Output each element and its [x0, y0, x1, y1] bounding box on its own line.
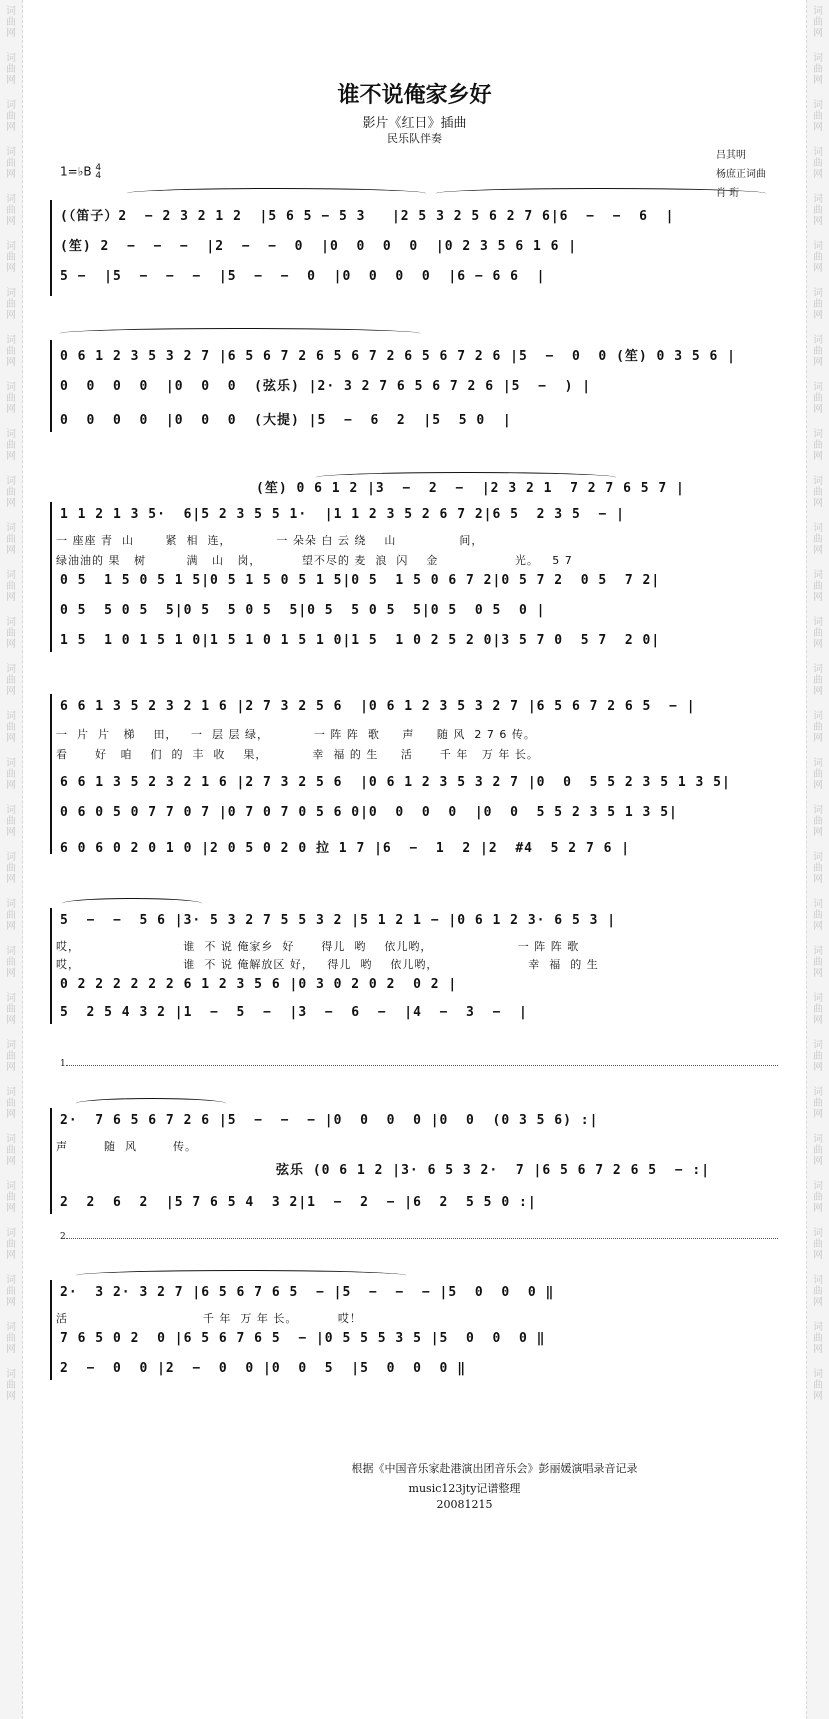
- staff-accomp-2: 0 6 0 5 0 7 7 0 7 |0 7 0 7 0 5 6 0|0 0 0 0 |0 0 5 5 2 3 5 1 3 5|: [60, 805, 678, 820]
- watermark-text: 词 曲 网: [813, 1369, 823, 1402]
- watermark-text: 词 曲 网: [813, 617, 823, 650]
- key-label: 1=♭B: [60, 164, 92, 179]
- time-signature: [95, 164, 101, 180]
- lyrics-verse-1: 一 片 片 梯 田， 一 层 层 绿， 一 阵 阵 歌 声 随 风 2 7 6 传。: [56, 728, 536, 741]
- system-bracket: [50, 1108, 52, 1214]
- staff-melody: 2· 3 2· 3 2 7 |6 5 6 7 6 5 − |5 − − − |5 0 0 0 ‖: [60, 1285, 555, 1300]
- watermark-text: 词 曲 网: [813, 241, 823, 274]
- watermark-text: 词 曲 网: [6, 993, 16, 1026]
- watermark-text: 词 曲 网: [6, 617, 16, 650]
- watermark-text: 词 曲 网: [813, 194, 823, 227]
- staff-accomp-1: 6 6 1 3 5 2 3 2 1 6 |2 7 3 2 5 6 |0 6 1 2 3 5 3 2 7 |0 0 5 5 2 3 5 1 3 5|: [60, 775, 731, 790]
- slur: [436, 188, 766, 199]
- system-bracket: [50, 340, 52, 432]
- watermark-text: 词 曲 网: [813, 335, 823, 368]
- watermark-text: 词 曲 网: [6, 53, 16, 86]
- watermark-text: 词 曲 网: [6, 335, 16, 368]
- watermark-text: 词 曲 网: [6, 523, 16, 556]
- staff-bass: 2 2 6 2 |5 7 6 5 4 3 2|1 − 2 − |6 2 5 5 0 :|: [60, 1195, 537, 1210]
- staff-melody: 6 6 1 3 5 2 3 2 1 6 |2 7 3 2 5 6 |0 6 1 2 3 5 3 2 7 |6 5 6 7 2 6 5 − |: [60, 699, 696, 714]
- lyrics-verse-1: 一 座座 青 山 紧 相 连， 一 朵朵 白 云 绕 山 间，: [56, 534, 484, 547]
- watermark-text: 词 曲 网: [813, 1134, 823, 1167]
- watermark-text: 词 曲 网: [813, 946, 823, 979]
- staff-melody: (（笛子）2 − 2 3 2 1 2 |5 6 5 − 5 3 |2 5 3 2 5 6 2 7 6|6 − − 6 |: [60, 209, 675, 224]
- ending-divider-1: 1: [66, 1065, 778, 1066]
- staff-intro: (笙) 0 6 1 2 |3 − 2 − |2 3 2 1 7 2 7 6 5 7 |: [256, 481, 685, 496]
- staff-accomp-2: 0 5 5 0 5 5|0 5 5 0 5 5|0 5 5 0 5 5|0 5 0 5 0 |: [60, 603, 546, 618]
- watermark-text: 词 曲 网: [813, 993, 823, 1026]
- slur: [76, 1098, 226, 1109]
- watermark-text: 词 曲 网: [813, 664, 823, 697]
- staff-strings: 0 0 0 0 |0 0 0 (弦乐) |2· 3 2 7 6 5 6 7 2 6 |5 − ) |: [60, 379, 592, 394]
- watermark-text: 词 曲 网: [6, 946, 16, 979]
- staff-melody: 5 − − 5 6 |3· 5 3 2 7 5 5 3 2 |5 1 2 1 − |0 6 1 2 3· 6 5 3 |: [60, 913, 617, 928]
- watermark-text: 词 曲 网: [6, 1134, 16, 1167]
- watermark-text: 词 曲 网: [6, 382, 16, 415]
- watermark-text: 词 曲 网: [813, 147, 823, 180]
- staff-melody: 0 6 1 2 3 5 3 2 7 |6 5 6 7 2 6 5 6 7 2 6 5 6 7 2 6 |5 − 0 0 (笙) 0 3 5 6 |: [60, 349, 736, 364]
- watermark-text: 词 曲 网: [6, 1228, 16, 1261]
- time-top: 4: [95, 163, 102, 173]
- watermark-text: 词 曲 网: [813, 429, 823, 462]
- staff-accomp-1: 0 5 1 5 0 5 1 5|0 5 1 5 0 5 1 5|0 5 1 5 0 6 7 2|0 5 7 2 0 5 7 2|: [60, 573, 661, 588]
- credit-line: 吕其明: [716, 150, 746, 161]
- slur: [60, 328, 420, 339]
- lyrics-verse-1: 哎， 谁 不 说 俺家乡 好 得儿 哟 依儿哟， 一 阵 阵 歌: [56, 940, 580, 953]
- credit-line: 肖 珩: [716, 188, 740, 199]
- watermark-text: 词 曲 网: [6, 805, 16, 838]
- staff-accomp: 0 2 2 2 2 2 2 6 1 2 3 5 6 |0 3 0 2 0 2 0 2 |: [60, 977, 458, 992]
- watermark-text: 词 曲 网: [6, 758, 16, 791]
- credit-line: 杨庶正词曲: [716, 169, 766, 180]
- watermark-text: 词 曲 网: [6, 711, 16, 744]
- key-signature: [60, 164, 101, 180]
- song-title: 谁不说俺家乡好: [337, 83, 492, 108]
- arrangement-note: 民乐队伴奏: [387, 132, 442, 145]
- watermark-text: 词 曲 网: [813, 53, 823, 86]
- lyrics-verse-2: 哎， 谁 不 说 俺解放区 好， 得儿 哟 依儿哟， 幸 福 的 生: [56, 958, 599, 971]
- footer-date: 20081215: [436, 1498, 493, 1511]
- watermark-text: 词 曲 网: [6, 1181, 16, 1214]
- watermark-text: 词 曲 网: [6, 429, 16, 462]
- watermark-text: 词 曲 网: [813, 899, 823, 932]
- watermark-text: 词 曲 网: [6, 1369, 16, 1402]
- system-bracket: [50, 502, 52, 652]
- watermark-text: 词 曲 网: [813, 1087, 823, 1120]
- staff-bass: 5 − |5 − − − |5 − − 0 |0 0 0 0 |6 − 6 6 |: [60, 269, 546, 284]
- watermark-text: 词 曲 网: [813, 758, 823, 791]
- watermark-text: 词 曲 网: [6, 194, 16, 227]
- watermark-text: 词 曲 网: [6, 241, 16, 274]
- watermark-text: 词 曲 网: [813, 6, 823, 39]
- system-bracket: [50, 1280, 52, 1380]
- watermark-text: 词 曲 网: [813, 852, 823, 885]
- lyrics-verse-2: 看 好 咱 们 的 丰 收 果， 幸 福 的 生 活 千 年 万 年 长。: [56, 748, 539, 761]
- watermark-text: 词 曲 网: [6, 147, 16, 180]
- staff-strings: 弦乐 (0 6 1 2 |3· 6 5 3 2· 7 |6 5 6 7 2 6 5 − :|: [276, 1163, 711, 1178]
- watermark-text: 词 曲 网: [6, 852, 16, 885]
- watermark-text: 词 曲 网: [813, 382, 823, 415]
- watermark-text: 词 曲 网: [813, 711, 823, 744]
- watermark-text: 词 曲 网: [6, 6, 16, 39]
- watermark-text: 词 曲 网: [813, 1181, 823, 1214]
- watermark-text: 词 曲 网: [6, 288, 16, 321]
- watermark-text: 词 曲 网: [813, 1228, 823, 1261]
- lyrics-line: 活 千 年 万 年 长。 哎！: [56, 1312, 362, 1325]
- staff-sheng: (笙) 2 − − − |2 − − 0 |0 0 0 0 |0 2 3 5 6 1 6 |: [60, 239, 578, 254]
- staff-bass: 1 5 1 0 1 5 1 0|1 5 1 0 1 5 1 0|1 5 1 0 2 5 2 0|3 5 7 0 5 7 2 0|: [60, 633, 661, 648]
- system-bracket: [50, 694, 52, 854]
- watermark-text: 词 曲 网: [813, 476, 823, 509]
- watermark-text: 词 曲 网: [813, 1322, 823, 1355]
- footer-source: 根据《中国音乐家赴港演出团音乐会》彭丽媛演唱录音记录: [351, 1462, 638, 1475]
- watermark-text: 词 曲 网: [6, 899, 16, 932]
- watermark-text: 词 曲 网: [6, 664, 16, 697]
- staff-melody: 1 1 2 1 3 5· 6|5 2 3 5 5 1· |1 1 2 3 5 2 6 7 2|6 5 2 3 5 − |: [60, 507, 625, 522]
- watermark-text: 词 曲 网: [6, 1322, 16, 1355]
- slur: [76, 1270, 406, 1281]
- watermark-text: 词 曲 网: [813, 1275, 823, 1308]
- staff-bass: 2 − 0 0 |2 − 0 0 |0 0 5 |5 0 0 0 ‖: [60, 1361, 467, 1376]
- watermark-text: 词 曲 网: [6, 1275, 16, 1308]
- watermark-text: 词 曲 网: [813, 288, 823, 321]
- system-bracket: [50, 908, 52, 1024]
- watermark-text: 词 曲 网: [6, 1040, 16, 1073]
- watermark-text: 词 曲 网: [813, 570, 823, 603]
- watermark-text: 词 曲 网: [6, 570, 16, 603]
- song-subtitle: 影片《红日》插曲: [362, 116, 467, 131]
- staff-bass: 5 2 5 4 3 2 |1 − 5 − |3 − 6 − |4 − 3 − |: [60, 1005, 528, 1020]
- watermark-text: 词 曲 网: [813, 523, 823, 556]
- time-bottom: 4: [95, 171, 102, 181]
- watermark-text: 词 曲 网: [6, 1087, 16, 1120]
- watermark-text: 词 曲 网: [813, 805, 823, 838]
- staff-bass: 0 0 0 0 |0 0 0 (大提) |5 − 6 2 |5 5 0 |: [60, 413, 512, 428]
- watermark-text: 词 曲 网: [6, 476, 16, 509]
- ending-divider-2: 2: [66, 1238, 778, 1239]
- watermark-text: 词 曲 网: [813, 100, 823, 133]
- slur: [126, 188, 426, 199]
- staff-bass: 6 0 6 0 2 0 1 0 |2 0 5 0 2 0 拉 1 7 |6 − 1 2 |2 #4 5 2 7 6 |: [60, 841, 631, 856]
- lyrics-line: 声 随 风 传。: [56, 1140, 197, 1153]
- lyrics-verse-2: 绿油油的 果 树 满 山 岗， 望不尽的 麦 浪 闪 金 光。 5 7: [56, 554, 573, 567]
- staff-accomp: 7 6 5 0 2 0 |6 5 6 7 6 5 − |0 5 5 5 3 5 |5 0 0 0 ‖: [60, 1331, 546, 1346]
- watermark-text: 词 曲 网: [6, 100, 16, 133]
- slur: [62, 898, 202, 909]
- footer-arranger: music123jty记谱整理: [408, 1482, 521, 1495]
- system-bracket: [50, 200, 52, 296]
- staff-melody: 2· 7 6 5 6 7 2 6 |5 − − − |0 0 0 0 |0 0 (0 3 5 6) :|: [60, 1113, 599, 1128]
- watermark-text: 词 曲 网: [813, 1040, 823, 1073]
